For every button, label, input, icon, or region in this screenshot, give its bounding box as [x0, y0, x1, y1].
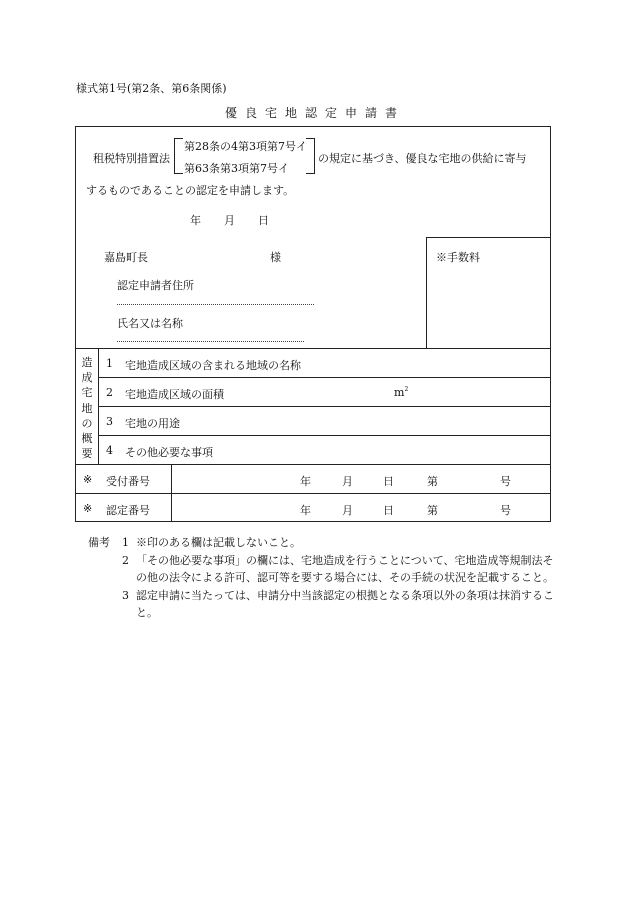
overview-top-line: [75, 348, 551, 349]
applicant-address-label: 認定申請者住所: [117, 279, 194, 292]
reception-no-prefix: 第: [427, 475, 438, 488]
article-option-1: 第28条の4第3項第7号イ: [184, 140, 307, 153]
certification-year-label: 年: [300, 504, 311, 517]
overview-row-line-3: [98, 435, 551, 436]
document-title: 優良宅地認定申請書: [224, 106, 405, 120]
notes-heading: 備考: [88, 536, 110, 549]
overview-label-char: 成: [81, 371, 93, 385]
statement-line-2: するものであることの認定を申請します。: [86, 184, 295, 197]
reception-month-label: 月: [342, 475, 353, 488]
right-bracket: [306, 138, 315, 174]
office-use-row-line: [75, 493, 551, 494]
addressee: 嘉島町長: [104, 251, 148, 264]
overview-item-number: 2: [106, 386, 113, 399]
form-number: 様式第1号(第2条、第6条関係): [76, 82, 227, 95]
overview-row-line-1: [98, 377, 551, 378]
article-option-2: 第63条第3項第7号イ: [184, 162, 289, 175]
notes-section: [88, 534, 558, 622]
applicant-address-line: [117, 304, 314, 305]
overview-item-number: 4: [106, 444, 113, 457]
honorific: 様: [270, 251, 281, 264]
certification-month-label: 月: [342, 504, 353, 517]
overview-item-area-name: 宅地造成区域の含まれる地域の名称: [125, 359, 301, 372]
overview-label-char: 造: [81, 356, 93, 369]
applicant-name-label: 氏名又は名称: [117, 317, 183, 330]
note-text: 「その他必要な事項」の欄には、宅地造成を行うことについて、宅地造成等規制法その他の法令による許可、認可等を要する場合には、その手続の状況を記載すること。: [136, 553, 554, 584]
reception-number-label: 受付番号: [106, 475, 150, 488]
reception-year-label: 年: [300, 475, 311, 488]
fee-box-left-line: [426, 237, 427, 348]
overview-item-area-size: 宅地造成区域の面積: [125, 388, 224, 401]
overview-row-line-2: [98, 406, 551, 407]
area-unit: [394, 386, 408, 399]
applicant-name-line: [117, 341, 304, 342]
overview-item-number: 1: [106, 357, 113, 370]
overview-label-char: 宅: [81, 386, 93, 400]
overview-label-divider: [98, 348, 99, 464]
overview-label-char: の: [81, 416, 93, 430]
overview-label-char: 概: [81, 432, 93, 446]
area-unit-base: m: [394, 386, 405, 399]
note-item: [88, 534, 558, 552]
overview-item-other-matters: その他必要な事項: [125, 446, 213, 459]
note-number: 3: [122, 588, 129, 602]
area-unit-superscript: 2: [404, 386, 409, 393]
office-use-mark: ※: [83, 502, 93, 515]
note-item: [88, 587, 558, 622]
certification-day-label: 日: [383, 504, 394, 517]
date-day-label: 日: [258, 214, 269, 227]
overview-label-char: 要: [81, 447, 93, 461]
overview-section-label: [80, 355, 94, 461]
note-text: 認定申請に当たっては、申請分中当該認定の根拠となる条項以外の条項は抹消すること。: [136, 588, 554, 619]
reception-no-suffix: 号: [500, 475, 511, 488]
office-use-label-divider: [171, 464, 172, 522]
fee-label: ※手数料: [436, 251, 480, 264]
overview-bottom-line: [75, 464, 551, 465]
certification-number-label: 認定番号: [106, 504, 150, 517]
office-use-mark: ※: [83, 473, 93, 486]
note-text: ※印のある欄は記載しないこと。: [136, 536, 301, 549]
note-number: 2: [122, 553, 129, 567]
reception-day-label: 日: [383, 475, 394, 488]
left-bracket: [174, 138, 183, 174]
note-number: 1: [122, 536, 129, 549]
law-name: 租税特別措置法: [93, 152, 170, 165]
certification-no-suffix: 号: [500, 504, 511, 517]
date-year-label: 年: [190, 214, 201, 227]
certification-no-prefix: 第: [427, 504, 438, 517]
fee-box-top-line: [426, 237, 551, 238]
overview-item-number: 3: [106, 415, 113, 428]
date-month-label: 月: [224, 214, 235, 227]
note-item: [88, 552, 558, 587]
overview-label-char: 地: [81, 401, 93, 415]
statement-line-1: の規定に基づき、優良な宅地の供給に寄与: [318, 152, 527, 165]
overview-item-land-use: 宅地の用途: [125, 417, 180, 430]
